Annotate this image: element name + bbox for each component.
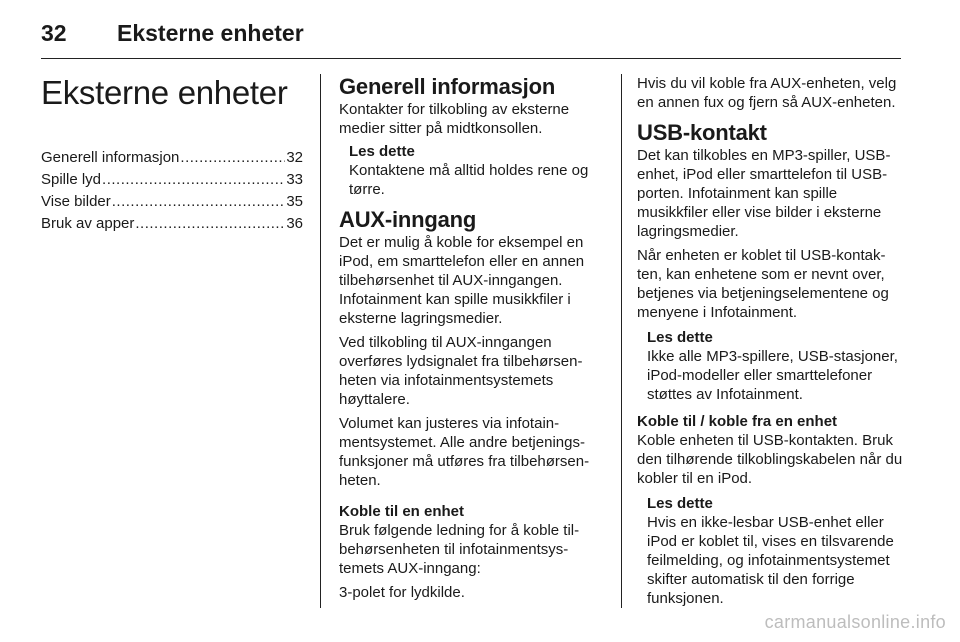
note-general — [349, 142, 605, 199]
toc-entry-page: 32 — [286, 149, 303, 166]
page-number: 32 — [41, 20, 67, 46]
table-of-contents — [41, 147, 303, 235]
note-text: Hvis en ikke-lesbar USB-enhet eller iPod er koblet til, vises en tilsvarende feilmelding, og infotainmentsystemet skifter automatisk til den forrige funksjonen. — [647, 514, 894, 607]
chapter-column — [41, 74, 303, 235]
subheading-usb-connect: Koble til / koble fra en enhet — [637, 413, 838, 430]
usb-paragraph-2: Når enheten er koblet til USB-kontakten, kan enhetene som er nevnt over, betjenes via betjeningselementene og menyene i Infotainment. — [637, 247, 889, 321]
running-title: Eksterne enheter — [117, 20, 304, 46]
chapter-title: Eksterne enheter — [41, 74, 288, 111]
section-heading-aux: AUX-inngang — [339, 207, 477, 232]
aux-connect-paragraph-2: 3-polet for lydkilde. — [339, 584, 465, 601]
watermark: carmanualsonline.info — [764, 612, 946, 632]
toc-entry-play-audio[interactable] — [41, 169, 303, 191]
page-header — [41, 14, 901, 52]
middle-column — [339, 74, 605, 602]
aux-paragraph-1: Det er mulig å koble for eksempel en iPod, em smarttelefon eller en annen tilbehørsenhet til AUX-inngangen. Infotainment kan spille musikkfiler i eksterne lagringsmedier. — [339, 234, 585, 327]
toc-entry-label: Generell informasjon — [41, 149, 180, 166]
general-intro: Kontakter for tilkobling av eksterne medier sitter på midtkonsollen. — [339, 101, 570, 137]
note-usb-support — [647, 328, 905, 404]
subheading-aux-connect: Koble til en enhet — [339, 503, 465, 520]
toc-leader-dots — [102, 169, 285, 191]
column-divider-left — [320, 74, 321, 608]
toc-entry-page: 33 — [286, 171, 303, 188]
toc-entry-general[interactable] — [41, 147, 303, 169]
toc-entry-view-pictures[interactable] — [41, 191, 303, 213]
toc-entry-page: 36 — [286, 215, 303, 232]
column-divider-right — [621, 74, 622, 608]
section-heading-general: Generell informasjon — [339, 74, 556, 99]
toc-entry-label: Vise bilder — [41, 193, 111, 210]
toc-leader-dots — [135, 213, 285, 235]
toc-entry-label: Bruk av apper — [41, 215, 135, 232]
aux-disconnect-paragraph: Hvis du vil koble fra AUX-enheten, velg en annen fux og fjern så AUX-enheten. — [637, 75, 897, 111]
toc-entry-label: Spille lyd — [41, 171, 102, 188]
toc-entry-using-apps[interactable] — [41, 213, 303, 235]
toc-entry-page: 35 — [286, 193, 303, 210]
header-divider — [41, 58, 901, 59]
note-title: Les dette — [647, 329, 713, 346]
note-text: Ikke alle MP3-spillere, USB-stasjoner, iPod-modeller eller smarttelefoner støttes av Infotainment. — [647, 348, 898, 403]
aux-paragraph-3: Volumet kan justeres via infotainmentsystemet. Alle andre betjeningsfunksjoner må utføres fra tilbehørsenheten. — [339, 415, 590, 489]
note-title: Les dette — [349, 143, 415, 160]
note-usb-error — [647, 494, 905, 608]
section-heading-usb: USB-kontakt — [637, 120, 767, 145]
aux-paragraph-2: Ved tilkobling til AUX-inngangen overføres lydsignalet fra tilbehørsenheten via infotainmentsystemets høyttalere. — [339, 334, 583, 408]
note-title: Les dette — [647, 495, 713, 512]
right-column — [637, 74, 905, 612]
toc-leader-dots — [112, 191, 286, 213]
aux-connect-paragraph-1: Bruk følgende ledning for å koble tilbehørsenheten til infotainmentsystemets AUX-inngang: — [339, 522, 580, 577]
toc-leader-dots — [180, 147, 285, 169]
usb-paragraph-1: Det kan tilkobles en MP3-spiller, USB-enhet, iPod eller smarttelefon til USB-porten. Infotainment kan spille musikkfiler eller vise bilder i eksterne lagringsmedier. — [637, 147, 891, 240]
note-text: Kontaktene må alltid holdes rene og tørre. — [349, 162, 589, 198]
usb-connect-paragraph: Koble enheten til USB-kontakten. Bruk den tilhørende tilkoblingskabelen når du kobler til en iPod. — [637, 432, 903, 487]
